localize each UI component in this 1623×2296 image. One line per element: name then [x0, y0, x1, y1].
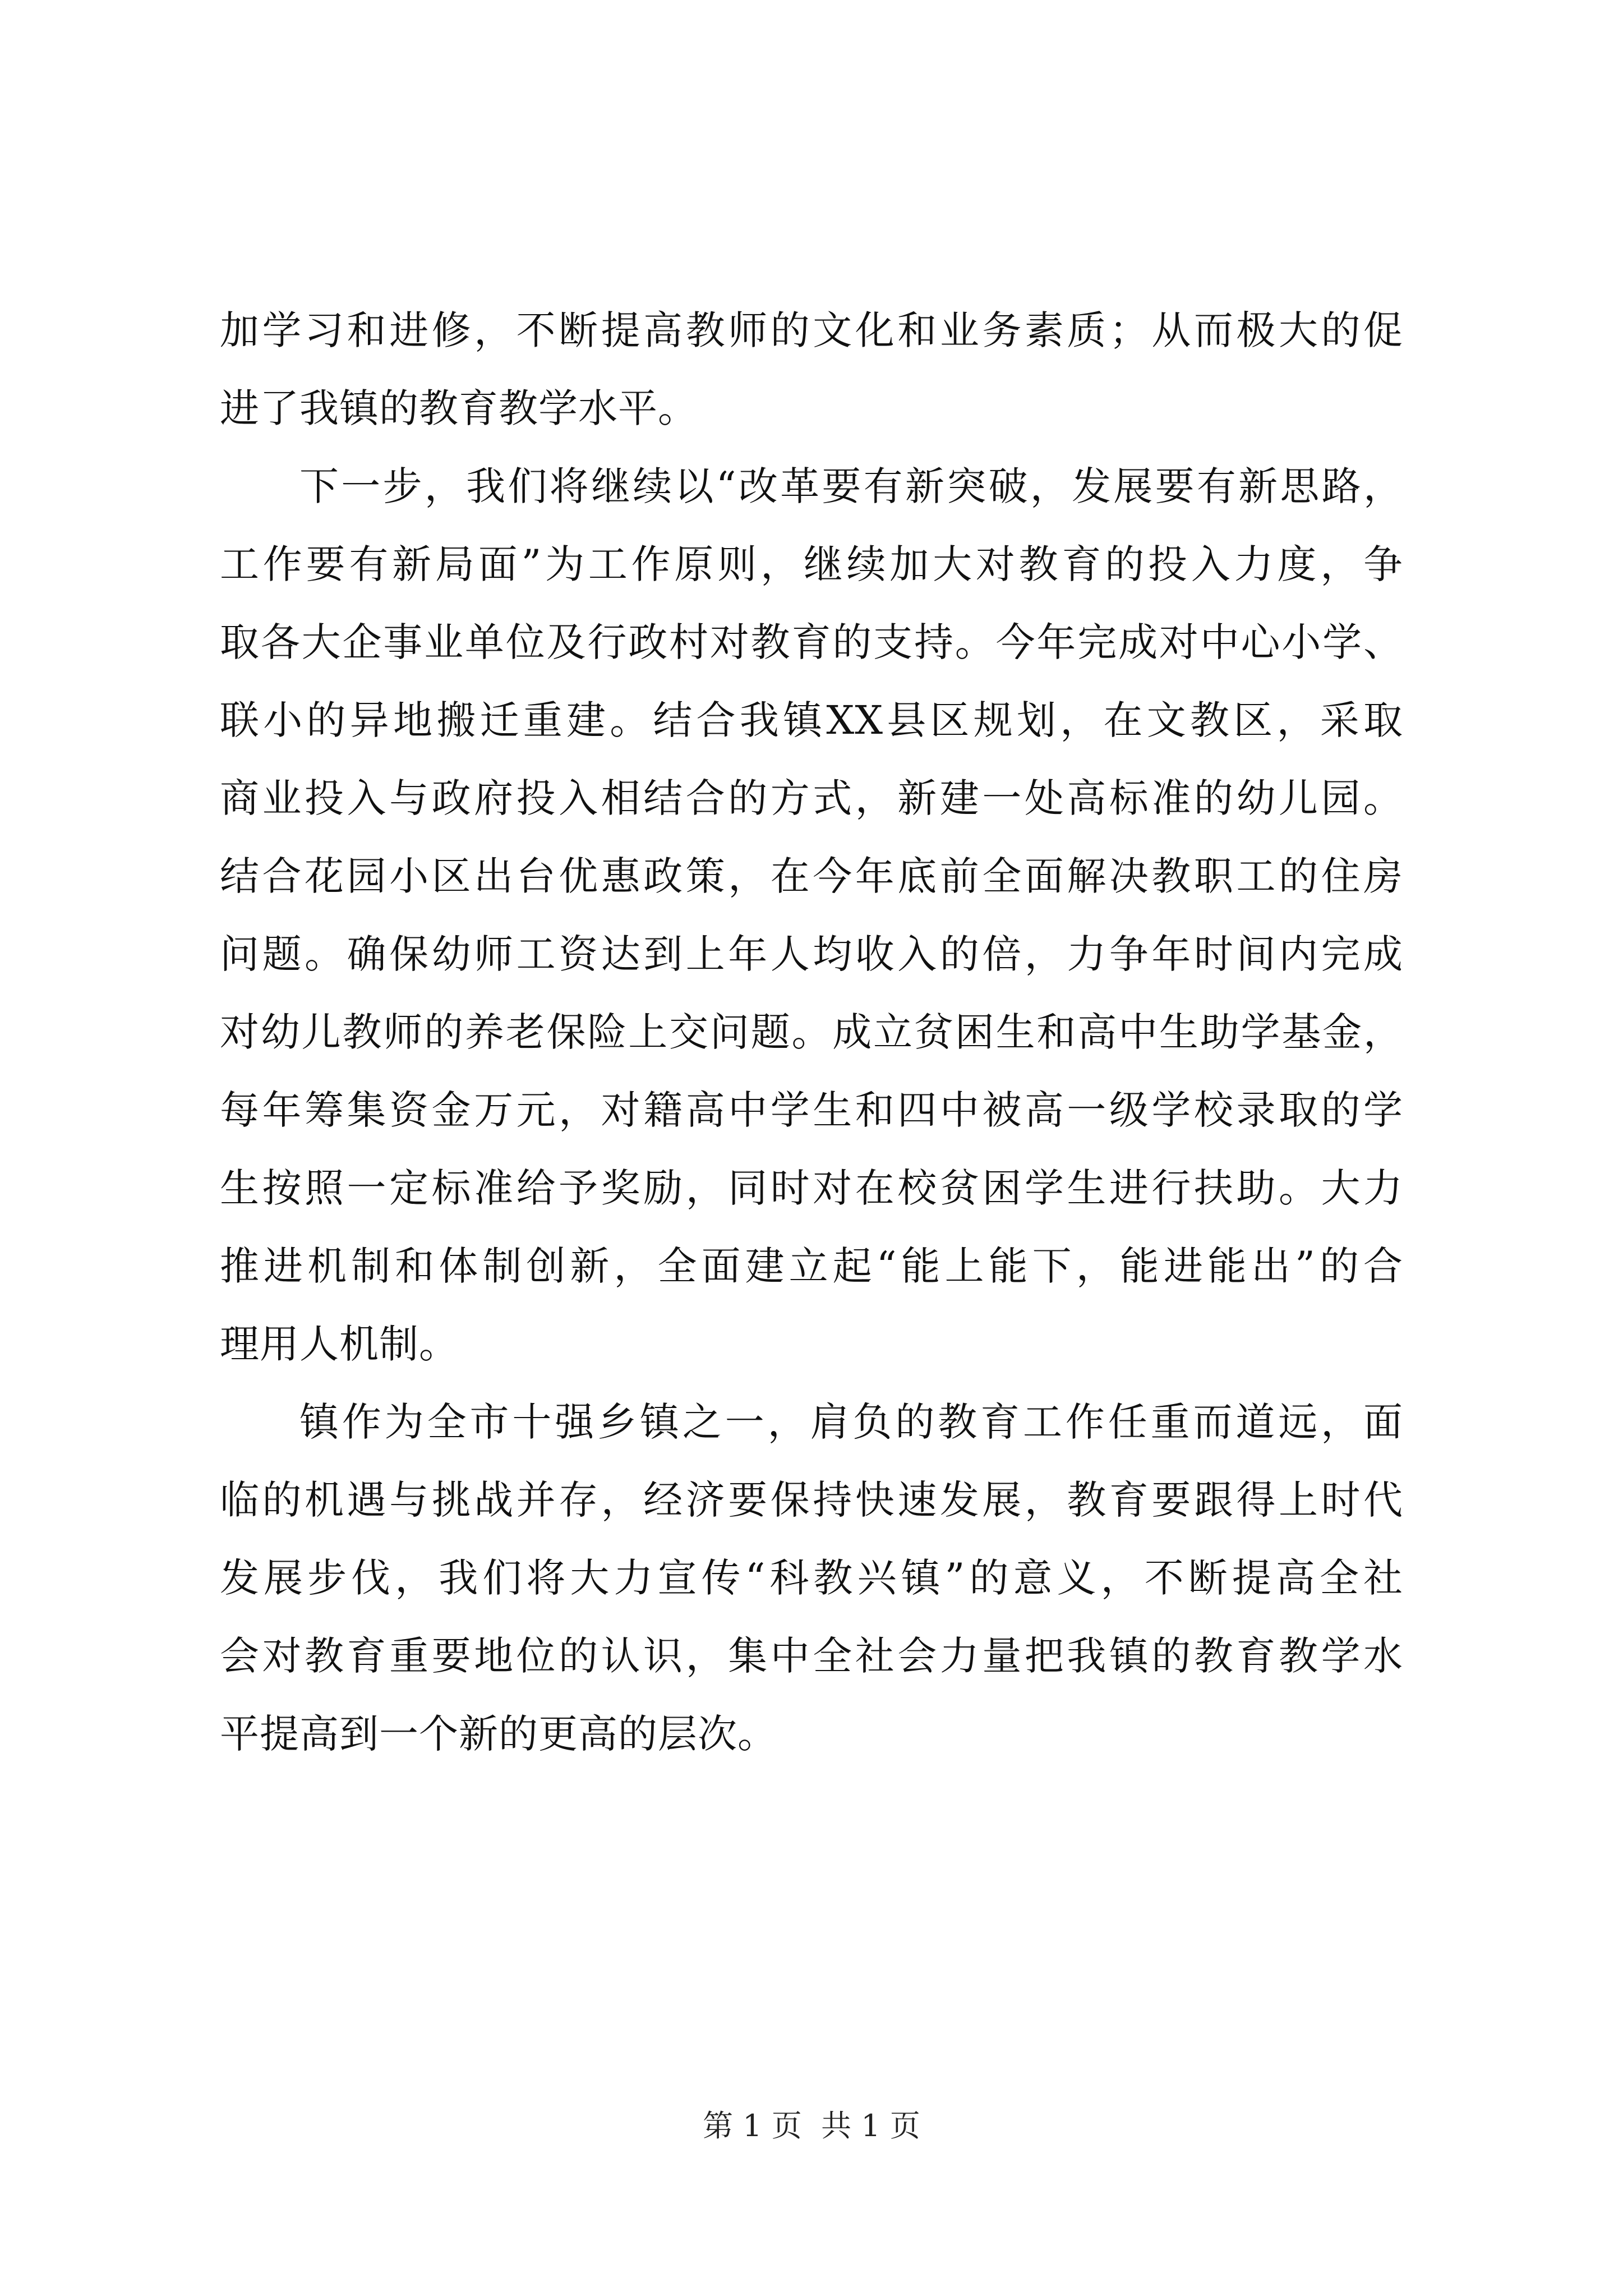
text-line: 理用人机制。 [220, 1321, 459, 1367]
text-line: 对幼儿教师的养老保险上交问题。成立贫困生和高中生助学基金， [220, 1009, 1403, 1055]
paragraph [220, 448, 1403, 1383]
page-footer [0, 2106, 1623, 2146]
text-line: 结合花园小区出台优惠政策，在今年底前全面解决教职工的住房 [220, 853, 1403, 899]
text-line: 问题。确保幼师工资达到上年人均收入的倍，力争年时间内完成 [220, 931, 1403, 977]
paragraph [220, 1383, 1403, 1773]
text-line: 镇作为全市十强乡镇之一，肩负的教育工作任重而道远，面 [299, 1399, 1403, 1445]
text-line: 加学习和进修，不断提高教师的文化和业务素质；从而极大的促 [220, 307, 1403, 353]
text-line: 商业投入与政府投入相结合的方式，新建一处高标准的幼儿园。 [220, 775, 1403, 821]
text-line: 取各大企事业单位及行政村对教育的支持。今年完成对中心小学、 [220, 619, 1403, 665]
text-line: 推进机制和体制创新，全面建立起“能上能下，能进能出”的合 [220, 1243, 1403, 1289]
text-line: 联小的异地搬迁重建。结合我镇XX县区规划，在文教区，采取 [220, 697, 1403, 743]
text-line: 工作要有新局面”为工作原则，继续加大对教育的投入力度，争 [220, 541, 1403, 587]
text-line: 发展步伐，我们将大力宣传“科教兴镇”的意义，不断提高全社 [220, 1555, 1403, 1601]
text-line: 临的机遇与挑战并存，经济要保持快速发展，教育要跟得上时代 [220, 1477, 1403, 1523]
text-line: 生按照一定标准给予奖励，同时对在校贫困学生进行扶助。大力 [220, 1165, 1403, 1211]
page-number-label: 第 1 页 共 1 页 [703, 2108, 920, 2143]
text-line: 每年筹集资金万元，对籍高中学生和四中被高一级学校录取的学 [220, 1087, 1403, 1133]
text-line: 会对教育重要地位的认识，集中全社会力量把我镇的教育教学水 [220, 1633, 1403, 1679]
document-body [220, 292, 1403, 1773]
text-line: 进了我镇的教育教学水平。 [220, 385, 698, 431]
text-line: 平提高到一个新的更高的层次。 [220, 1711, 777, 1757]
paragraph [220, 292, 1403, 448]
text-line: 下一步，我们将继续以“改革要有新突破，发展要有新思路， [299, 463, 1403, 509]
